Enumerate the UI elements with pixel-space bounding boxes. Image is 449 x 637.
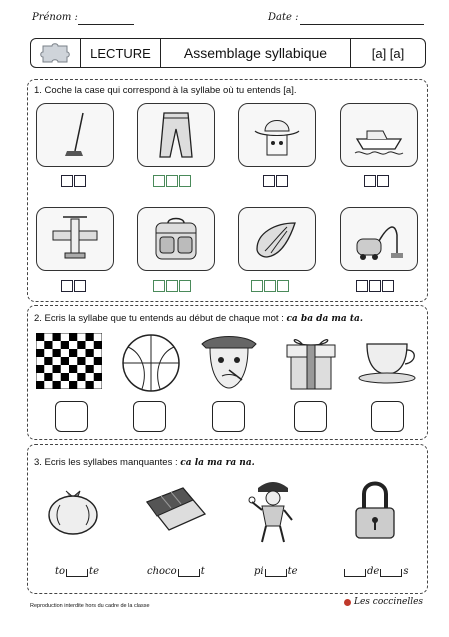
checkbox-group-shell <box>251 280 289 292</box>
date-field[interactable] <box>300 24 424 25</box>
checkbox-group-vacuum <box>356 280 394 292</box>
checkbox-group-boat <box>364 175 389 187</box>
pirate-icon <box>248 480 298 549</box>
section-1-instruction: 1. Coche la case qui correspond à la syllabe où tu entends [a]. <box>34 85 297 96</box>
checkbox-group-pants <box>153 175 191 187</box>
pants-icon <box>137 103 215 167</box>
word-1 <box>55 566 99 577</box>
word-4-mid: de <box>367 566 380 577</box>
shell-icon <box>238 207 316 271</box>
padlock-icon <box>350 480 400 547</box>
broom-icon <box>36 103 114 167</box>
word-1-post: te <box>89 566 99 577</box>
page-title: Assemblage syllabique <box>161 39 351 67</box>
word-2-blank[interactable] <box>178 569 200 577</box>
boat-icon <box>340 103 418 167</box>
checkbox[interactable] <box>61 280 73 292</box>
word-3-pre: pi <box>254 566 264 577</box>
schoolbag-icon <box>137 207 215 271</box>
sick-man-icon <box>196 330 262 399</box>
checkbox-group-hat <box>263 175 288 187</box>
copyright-text: Reproduction interdite hors du cadre de la classe <box>30 603 150 609</box>
answer-box-2[interactable] <box>133 401 166 432</box>
ladybug-icon <box>344 599 351 606</box>
brand-logo <box>344 597 423 607</box>
word-4-blank-2[interactable] <box>380 569 402 577</box>
section-2-instruction-line <box>34 313 363 324</box>
checkbox[interactable] <box>356 280 368 292</box>
checkbox[interactable] <box>166 280 178 292</box>
answer-box-1[interactable] <box>55 401 88 432</box>
checkbox[interactable] <box>74 175 86 187</box>
answer-box-3[interactable] <box>212 401 245 432</box>
answer-box-5[interactable] <box>371 401 404 432</box>
lecture-label: LECTURE <box>81 39 161 67</box>
section-2-instruction: 2. Ecris la syllabe que tu entends au début de chaque mot : <box>34 313 284 324</box>
checkbox[interactable] <box>382 280 394 292</box>
title-bar <box>30 38 426 68</box>
checkbox[interactable] <box>276 175 288 187</box>
section-3-syllables: ca la ma ra na. <box>180 458 255 468</box>
checkbox[interactable] <box>179 280 191 292</box>
checkbox[interactable] <box>263 175 275 187</box>
word-3-blank[interactable] <box>265 569 287 577</box>
checkbox-group-broom <box>61 175 86 187</box>
checkbox[interactable] <box>153 280 165 292</box>
checkbox[interactable] <box>153 175 165 187</box>
word-4-blank-1[interactable] <box>344 569 366 577</box>
checkbox[interactable] <box>364 175 376 187</box>
checkbox[interactable] <box>277 280 289 292</box>
word-2-pre: choco <box>147 566 177 577</box>
word-4-post: s <box>403 566 409 577</box>
checkbox[interactable] <box>61 175 73 187</box>
checkerboard-icon <box>36 333 106 391</box>
checkbox[interactable] <box>179 175 191 187</box>
checkbox[interactable] <box>166 175 178 187</box>
brand-name: Les coccinelles <box>354 597 424 607</box>
checkbox-group-schoolbag <box>153 280 191 292</box>
word-3-post: te <box>287 566 298 577</box>
word-2 <box>147 566 205 577</box>
tomato-icon <box>46 483 100 542</box>
section-2-syllables: ca ba da ma ta. <box>286 314 364 324</box>
checkbox[interactable] <box>74 280 86 292</box>
checkbox-group-airplane <box>61 280 86 292</box>
word-3 <box>254 566 298 577</box>
cup-icon <box>355 340 421 391</box>
checkbox[interactable] <box>377 175 389 187</box>
word-2-post: t <box>200 566 205 577</box>
checkbox[interactable] <box>251 280 263 292</box>
puzzle-icon <box>31 39 81 67</box>
chocolate-icon <box>143 486 209 539</box>
gift-icon <box>283 331 339 398</box>
vacuum-icon <box>340 207 418 271</box>
checkbox[interactable] <box>369 280 381 292</box>
section-3-instruction: 3. Ecris les syllabes manquantes : <box>34 457 178 468</box>
hat-icon <box>238 103 316 167</box>
prenom-field[interactable] <box>78 24 134 25</box>
sound-label: [a] [a] <box>371 45 405 61</box>
prenom-label: Prénom : <box>32 12 78 23</box>
date-label: Date : <box>268 12 299 23</box>
checkbox[interactable] <box>264 280 276 292</box>
word-1-blank[interactable] <box>66 569 88 577</box>
section-3-instruction-line <box>34 457 255 468</box>
word-1-pre: to <box>55 566 66 577</box>
ball-icon <box>118 333 184 398</box>
word-4 <box>343 566 408 577</box>
answer-box-4[interactable] <box>294 401 327 432</box>
airplane-icon <box>36 207 114 271</box>
